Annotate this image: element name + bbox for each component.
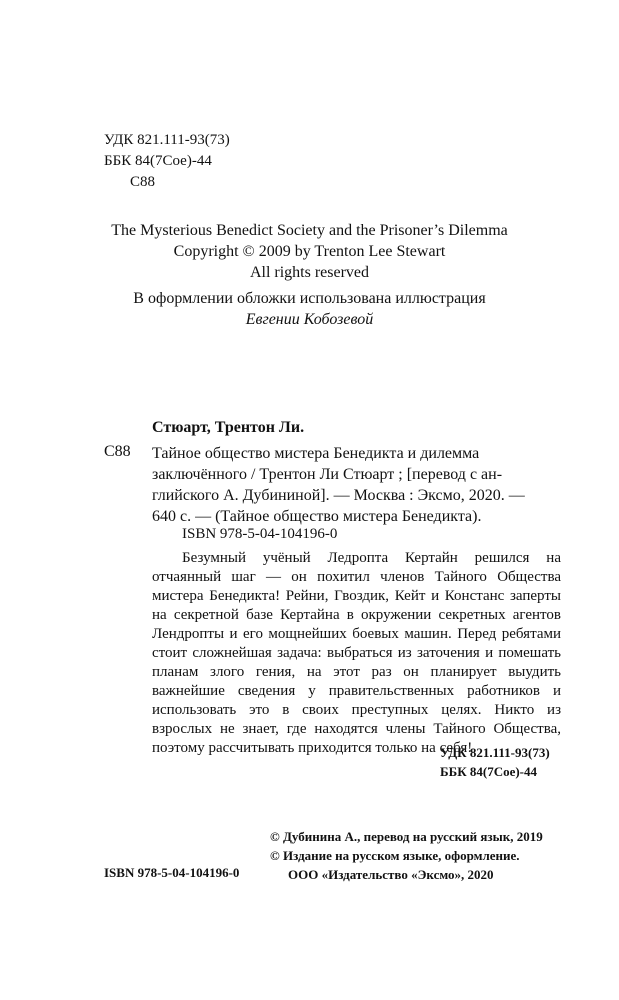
bottom-isbn: ISBN 978-5-04-104196-0 [104,865,240,880]
bib-line: 640 с. — (Тайное общество мистера Бенедикта). [152,508,482,525]
bottom-udk: УДК 821.111-93(73) [440,745,550,760]
annotation: Безумный учёный Ледропта Кертайн решился на отчаянный шаг — он похитил членов Тайного Общества мистера Бенедикта! Рейни, Гвоздик, Кейт и Констанс заперты на секретной базе Кертайна в окружении секретных агентов Лендропты и его мощнейших боевых машин. Перед ребятами стоит сложнейшая задача: выбраться из заточения и помешать планам злого гения, на этот раз он планирует выудить важнейшие сведения у правительственных работников и использовать это в своих преступных целях. Никто из взрослых не знает, где находятся члены Тайного Общества, поэтому рассчитывать приходится только на себя! [152,550,561,756]
bottom-classification-codes [440,743,550,781]
publisher-copyright: ООО «Издательство «Эксмо», 2020 [288,867,494,882]
original-copyright-line: Copyright © 2009 by Trenton Lee Stewart [173,243,446,260]
edition-copyright: © Издание на русском языке, оформление. [270,848,520,863]
rights-reserved: All rights reserved [249,264,370,281]
cover-artist: Евгении Кобозевой [245,311,374,328]
bib-line: заключённого / Трентон Ли Стюарт ; [перевод с ан- [152,466,503,483]
translation-copyright: © Дубинина А., перевод на русский язык, 2019 [270,829,543,844]
bibliographic-description [152,443,561,527]
cover-credit [40,288,579,330]
bib-line: глийского А. Дубининой]. — Москва : Эксмо, 2020. — [152,487,525,504]
bib-line: Тайное общество мистера Бенедикта и дилемма [152,445,480,462]
classification-codes [104,130,230,193]
catalog-code: С88 [104,443,131,460]
catalog-isbn: ISBN 978-5-04-104196-0 [182,526,338,542]
cover-credit-text: В оформлении обложки использована иллюстрация [133,290,486,307]
original-title: The Mysterious Benedict Society and the Prisoner’s Dilemma [111,222,508,239]
catalog-author: Стюарт, Трентон Ли. [152,419,305,436]
bottom-bbk: ББК 84(7Сое)-44 [440,764,538,779]
author-mark: С88 [130,174,156,190]
bbk-code: ББК 84(7Сое)-44 [104,153,212,169]
udk-code: УДК 821.111-93(73) [104,132,230,148]
original-copyright [40,220,579,283]
russian-rights [270,827,543,884]
